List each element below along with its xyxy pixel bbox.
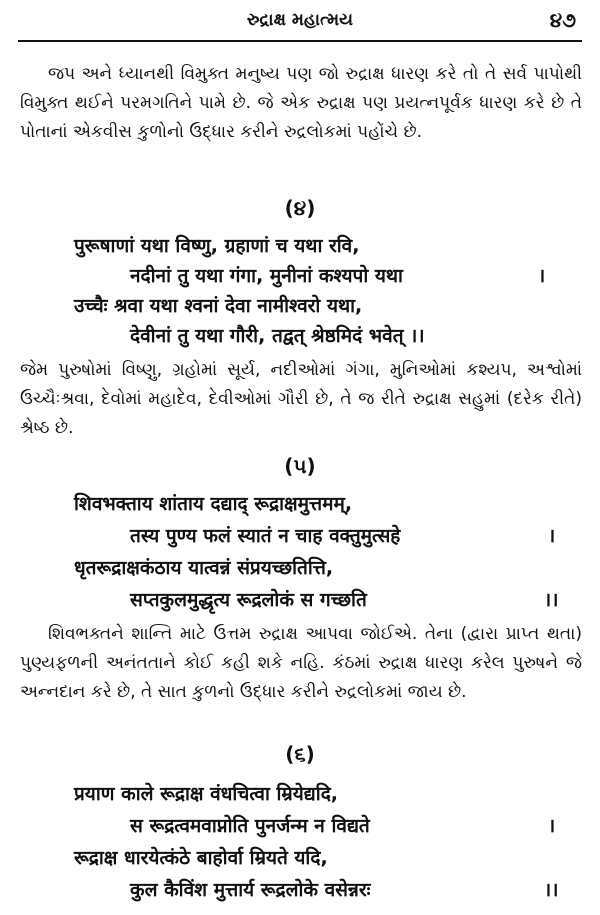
verse-6-line-1: प्रयाण काले रूद्राक्ष वंधचित्वा म्रियेद्यदि, (74, 783, 338, 805)
verse-5-line-2: तस्य पुण्य फलं स्यातं न चाह वक्तुमुत्सहे (130, 525, 401, 547)
running-title: રુદ્રાક્ષ મહાત્મય (246, 10, 354, 30)
page-number: ૪૭ (549, 8, 576, 32)
verse-5-line-4: सप्तकुलमुद्धृत्य रूद्रलोकं स गच्छति (130, 589, 367, 611)
section-number-5: (૫) (284, 454, 316, 478)
verse-4-line-3: उच्चैः श्रवा यथा श्वनां देवा नामीश्वरो यथा, (74, 295, 363, 317)
verse-6-line-3: रूद्राक्ष धारयेत्कंठे बाहोर्वा म्रियते यदि, (74, 847, 328, 869)
section-number-6: (૬) (285, 742, 315, 766)
page-header (18, 6, 582, 42)
translation-4: જેમ પુરુષોમાં વિષ્ણુ, ગ્રહોમાં સૂર્ય, નદીઓમાં ગંગા, મુનિઓમાં કશ્યપ, અશ્વોમાં ઉચ્ચૈઃશ્રવા, દેવોમાં મહાદેવ, દેવીઓમાં ગૌરી છે, તે જ રીતે રુદ્રાક્ષ સહુમાં (દરેક રીતે) શ્રેષ્ઠ છે. (20, 360, 582, 438)
verse-4-line-2: नदीनां तु यथा गंगा, मुनीनां कश्यपो यथा (130, 265, 403, 287)
verse-4-danda: । (538, 265, 546, 287)
verse-6-line-4: कुल कैविंश मुत्तार्य रूद्रलोके वसेन्नरः (130, 879, 371, 901)
verse-4-line-1: पुरूषाणां यथा विष्णु, ग्रहाणां च यथा रवि, (74, 235, 360, 257)
verse-5-line-3: धृतरूद्राक्षकंठाय यात्वन्नं संप्रयच्छतित्ति, (74, 557, 334, 579)
verse-4-line-4: देवीनां तु यथा गौरी, तद्वत् श्रेष्ठमिदं भवेत्‌ ।। (130, 325, 425, 347)
verse-5-danda-1: । (548, 525, 556, 547)
intro-paragraph: જપ અને ધ્યાનથી વિમુક્ત મનુષ્ય પણ જો રુદ્રાક્ષ ધારણ કરે તો તે સર્વ પાપોથી વિમુક્ત થઈને પરમગતિને પામે છે. જે એક રુદ્રાક્ષ પણ પ્રયત્નપૂર્વક ધારણ કરે છે તે પોતાનાં એકવીસ કુળોનો ઉદ્ધાર કરીને રુદ્રલોકમાં પહોંચે છે. (20, 64, 582, 142)
translation-5: શિવભક્તને શાન્તિ માટે ઉત્તમ રુદ્રાક્ષ આપવા જોઈએ. તેના (દ્વારા પ્રાપ્ત થતા) પુણ્યફળની અનંતતાને કોઈ કહી શકે નહિ. કંઠમાં રુદ્રાક્ષ ધારણ કરેલ પુરુષને જે અન્નદાન કરે છે, તે સાત કુળનો ઉદ્ધાર કરીને રુદ્રલોકમાં જાય છે. (20, 624, 582, 702)
verse-6-line-2: स रूद्रत्वमवाप्नोति पुनर्जन्म न विद्यते (130, 815, 370, 837)
verse-6-danda-1: । (548, 815, 556, 837)
verse-5-line-1: शिवभक्ताय शांताय दद्याद् रूद्राक्षमुत्तमम्, (74, 493, 353, 515)
verse-5-danda-2: ।। (544, 589, 559, 611)
section-number-4: (૪) (284, 196, 316, 220)
verse-6-danda-2: ।। (544, 879, 559, 901)
